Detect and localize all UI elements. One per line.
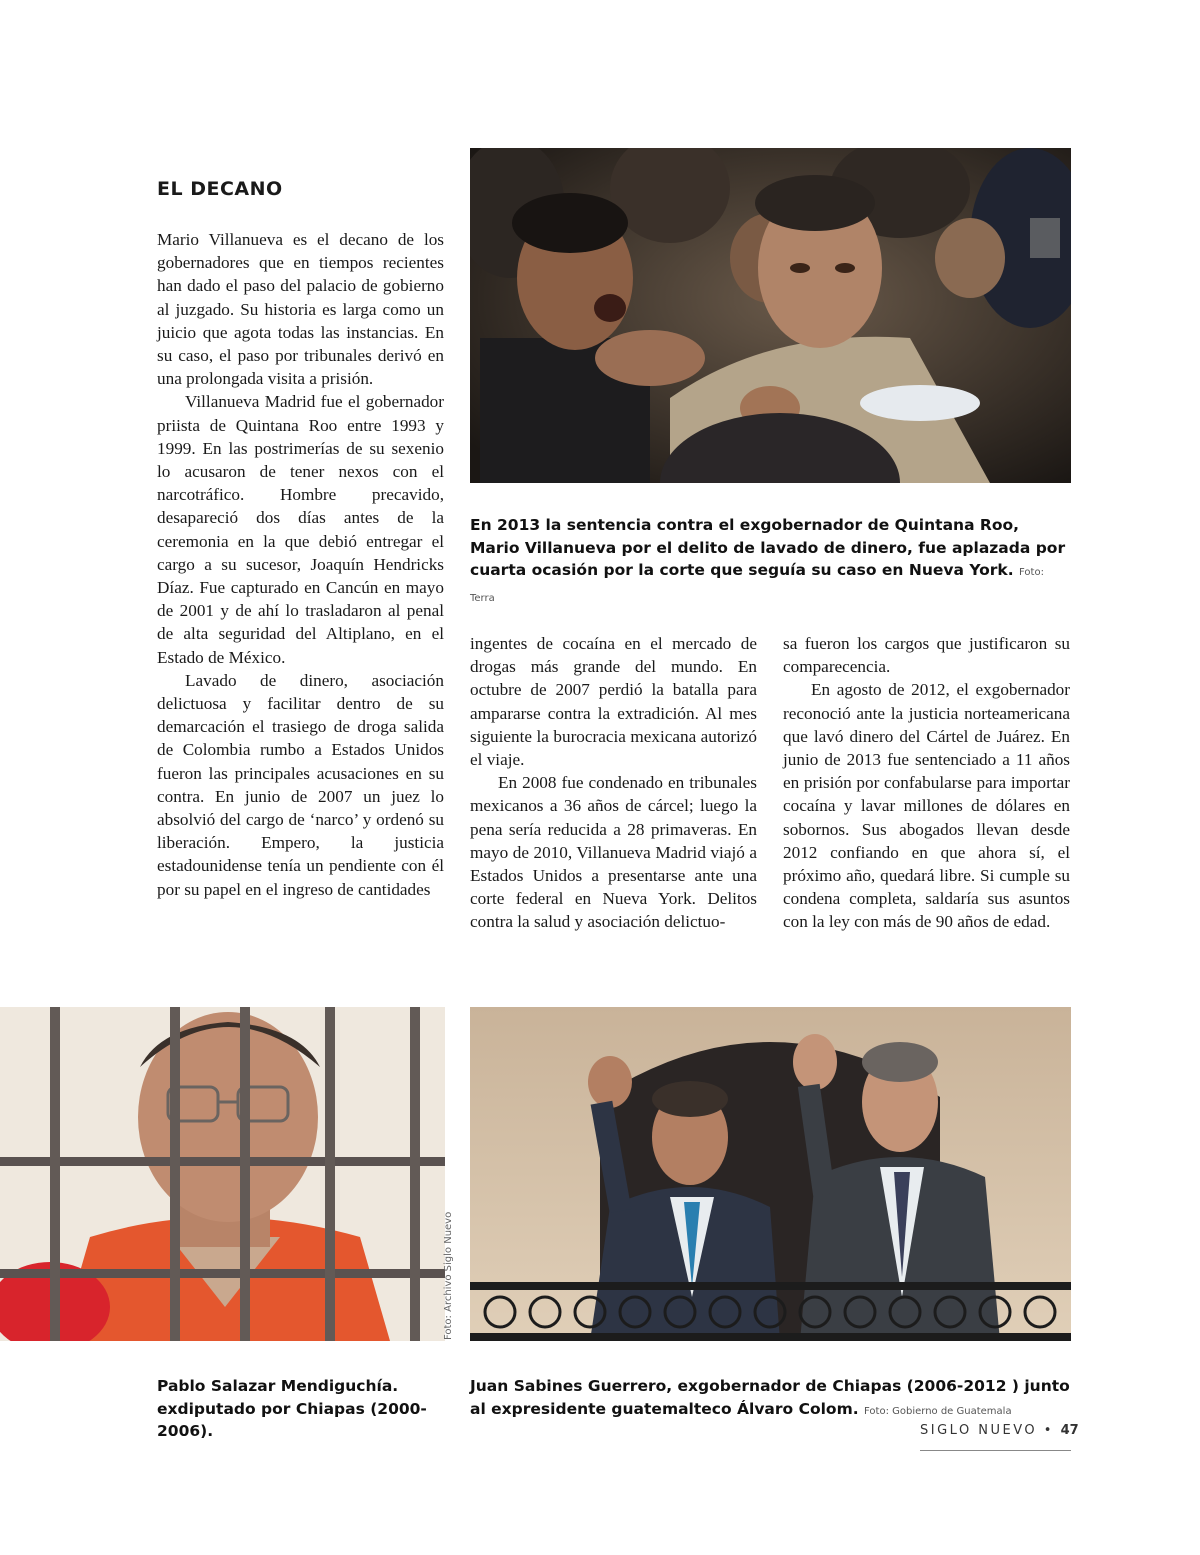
footer-separator: • — [1043, 1423, 1054, 1438]
photo-credit: Foto: Terra — [470, 567, 1044, 604]
section-heading: EL DECANO — [157, 178, 283, 200]
paragraph: En agosto de 2012, el exgobernador reconoció ante la justicia norteamericana que lavó dinero del Cártel de Juárez. En junio de 2013 fue sentenciado a 11 años en prisión por confabularse para importar cocaína y lavar millones de dólares en sobornos. Sus abogados llevan desde 2012 confiando en que ahora sí, el próximo año, quedará libre. Si cumple su condena completa, saldaría sus asuntos con la ley con más de 90 años de edad. — [783, 680, 1070, 932]
paragraph: Lavado de dinero, asociación delictuosa y facilitar dentro de su demarcación el trasiego de droga salida de Colombia rumbo a Estados Unidos fueron las principales acusaciones en su contra. En junio de 2007 un juez lo absolvió del cargo de ‘narco’ y ordenó su liberación. Empero, la justicia estadounidense tenía un pendiente con él por su papel en el ingreso de cantidades — [157, 670, 444, 899]
page-footer — [920, 1423, 1079, 1438]
photo-sabines-illustration — [470, 1007, 1071, 1341]
photo-caption — [470, 1375, 1070, 1423]
caption-text: Juan Sabines Guerrero, exgobernador de Chiapas (2006-2012 ) junto al expresidente guatemalteco Álvaro Colom. — [470, 1377, 1070, 1418]
photo-salazar-prison — [0, 1007, 445, 1341]
paragraph: sa fueron los cargos que justificaron su comparecencia. — [783, 634, 1070, 677]
paragraph: Villanueva Madrid fue el gobernador priista de Quintana Roo entre 1993 y 1999. En las postrimerías de su sexenio lo acusaron de tener nexos con el narcotráfico. Hombre precavido, desapareció dos días antes de la ceremonia en la que debió entregar el cargo a su sucesor, Joaquín Hendricks Díaz. Fue capturado en Cancún en mayo de 2001 y de ahí lo trasladaron al penal de alta seguridad del Altiplano, en el Estado de México. — [157, 392, 444, 667]
photo-villanueva-illustration — [470, 148, 1071, 483]
article-column-3 — [783, 632, 1070, 934]
photo-credit: Foto: Gobierno de Guatemala — [864, 1405, 1012, 1417]
paragraph: ingentes de cocaína en el mercado de drogas más grande del mundo. En octubre de 2007 perdió la batalla para ampararse contra la extradición. Al mes siguiente la burocracia mexicana autorizó el viaje. — [470, 634, 757, 770]
photo-caption: Pablo Salazar Mendiguchía. exdiputado por Chiapas (2000-2006). — [157, 1377, 427, 1440]
photo-caption — [470, 514, 1070, 610]
article-column-2 — [470, 632, 757, 934]
paragraph: En 2008 fue condenado en tribunales mexicanos a 36 años de cárcel; luego la pena sería reducida a 28 primaveras. En mayo de 2010, Villanueva Madrid viajó a Estados Unidos a presentarse ante una corte federal en Nueva York. Delitos contra la salud y asociación delictuo- — [470, 773, 757, 932]
page-number: 47 — [1060, 1423, 1079, 1438]
caption-text: En 2013 la sentencia contra el exgobernador de Quintana Roo, Mario Villanueva por el delito de lavado de dinero, fue aplazada por cuarta ocasión por la corte que seguía su caso en Nueva York. — [470, 516, 1066, 579]
article-column-1 — [157, 228, 444, 901]
photo-salazar-illustration — [0, 1007, 445, 1341]
photo-villanueva-crowd — [470, 148, 1071, 483]
publication-name: SIGLO NUEVO — [920, 1423, 1038, 1438]
paragraph: Mario Villanueva es el decano de los gobernadores que en tiempos recientes han dado el paso del palacio de gobierno al juzgado. Su historia es larga como un juicio que agota todas las instancias. En su caso, el paso por tribunales derivó en una prolongada visita a prisión. — [157, 230, 444, 389]
footer-rule — [920, 1450, 1071, 1451]
photo-credit-vertical: Foto: Archivo Siglo Nuevo — [443, 1211, 454, 1340]
photo-sabines-colom-balcony — [470, 1007, 1071, 1341]
